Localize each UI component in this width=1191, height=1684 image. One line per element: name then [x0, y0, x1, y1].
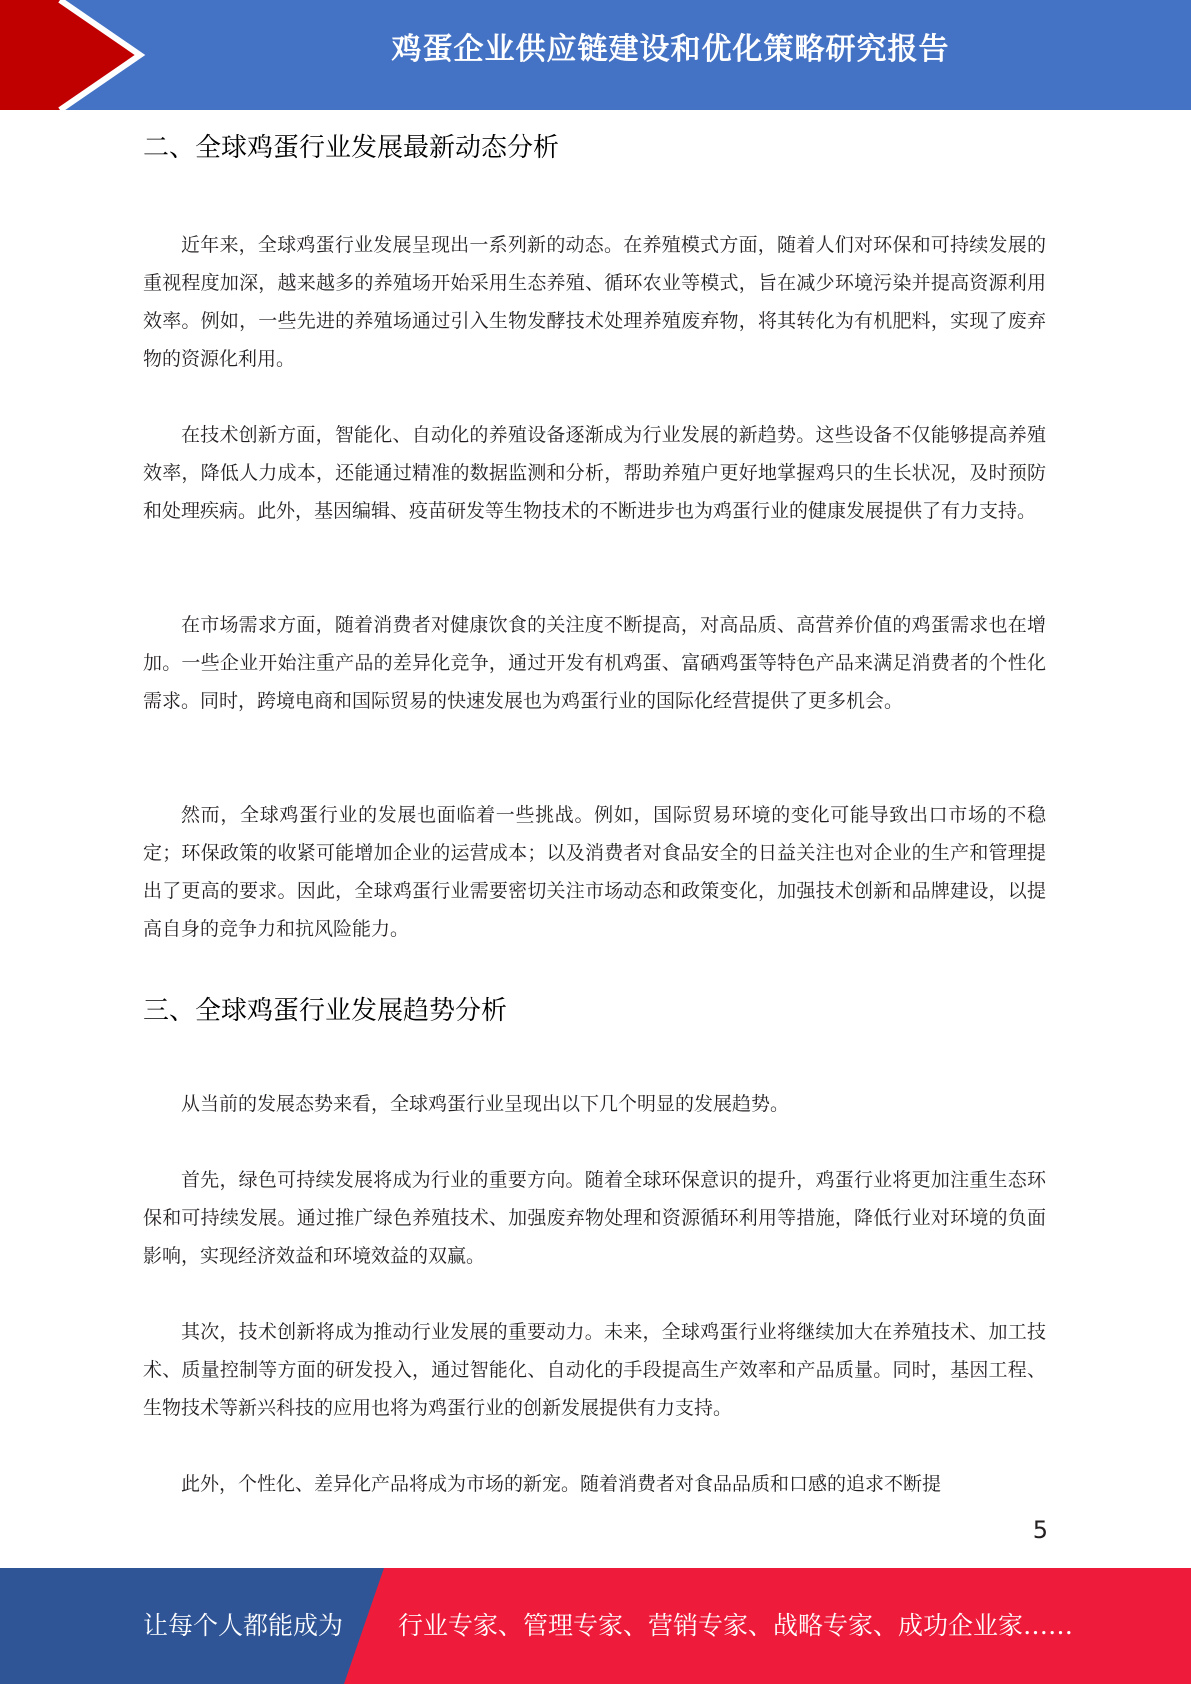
- section-heading-2: 二、全球鸡蛋行业发展最新动态分析: [143, 133, 560, 163]
- page-number: 5: [1032, 1516, 1048, 1544]
- paragraph: 从当前的发展态势来看，全球鸡蛋行业呈现出以下几个明显的发展趋势。: [181, 1093, 790, 1115]
- footer-slogan-left: 让每个人都能成为: [143, 1611, 344, 1640]
- report-title: 鸡蛋企业供应链建设和优化策略研究报告: [391, 32, 950, 67]
- footer-slogan-right: 行业专家、管理专家、营销专家、战略专家、成功企业家……: [398, 1611, 1074, 1640]
- paragraph: 在技术创新方面，智能化、自动化的养殖设备逐渐成为行业发展的新趋势。这些设备不仅能够提高养殖效率，降低人力成本，还能通过精准的数据监测和分析，帮助养殖户更好地掌握鸡只的生长状况，及时预防和处理疾病。此外，基因编辑、疫苗研发等生物技术的不断进步也为鸡蛋行业的健康发展提供了有力支持。: [143, 424, 1046, 522]
- paragraph: 此外，个性化、差异化产品将成为市场的新宠。随着消费者对食品品质和口感的追求不断提: [181, 1473, 942, 1495]
- paragraph: 其次，技术创新将成为推动行业发展的重要动力。未来，全球鸡蛋行业将继续加大在养殖技术、加工技术、质量控制等方面的研发投入，通过智能化、自动化的手段提高生产效率和产品质量。同时，基因工程、生物技术等新兴科技的应用也将为鸡蛋行业的创新发展提供有力支持。: [143, 1321, 1046, 1419]
- page-footer: [0, 1568, 1191, 1684]
- section-heading-3: 三、全球鸡蛋行业发展趋势分析: [143, 996, 508, 1026]
- page-header: [0, 0, 1191, 110]
- paragraph: 首先，绿色可持续发展将成为行业的重要方向。随着全球环保意识的提升，鸡蛋行业将更加注重生态环保和可持续发展。通过推广绿色养殖技术、加强废弃物处理和资源循环利用等措施，降低行业对环境的负面影响，实现经济效益和环境效益的双赢。: [143, 1169, 1046, 1267]
- paragraph: 然而，全球鸡蛋行业的发展也面临着一些挑战。例如，国际贸易环境的变化可能导致出口市场的不稳定；环保政策的收紧可能增加企业的运营成本；以及消费者对食品安全的日益关注也对企业的生产和管理提出了更高的要求。因此，全球鸡蛋行业需要密切关注市场动态和政策变化，加强技术创新和品牌建设，以提高自身的竞争力和抗风险能力。: [143, 804, 1046, 940]
- header-chevron-icon: [0, 0, 160, 110]
- paragraph: 在市场需求方面，随着消费者对健康饮食的关注度不断提高，对高品质、高营养价值的鸡蛋需求也在增加。一些企业开始注重产品的差异化竞争，通过开发有机鸡蛋、富硒鸡蛋等特色产品来满足消费者的个性化需求。同时，跨境电商和国际贸易的快速发展也为鸡蛋行业的国际化经营提供了更多机会。: [143, 614, 1046, 712]
- paragraph: 近年来，全球鸡蛋行业发展呈现出一系列新的动态。在养殖模式方面，随着人们对环保和可持续发展的重视程度加深，越来越多的养殖场开始采用生态养殖、循环农业等模式，旨在减少环境污染并提高资源利用效率。例如，一些先进的养殖场通过引入生物发酵技术处理养殖废弃物，将其转化为有机肥料，实现了废弃物的资源化利用。: [143, 234, 1046, 370]
